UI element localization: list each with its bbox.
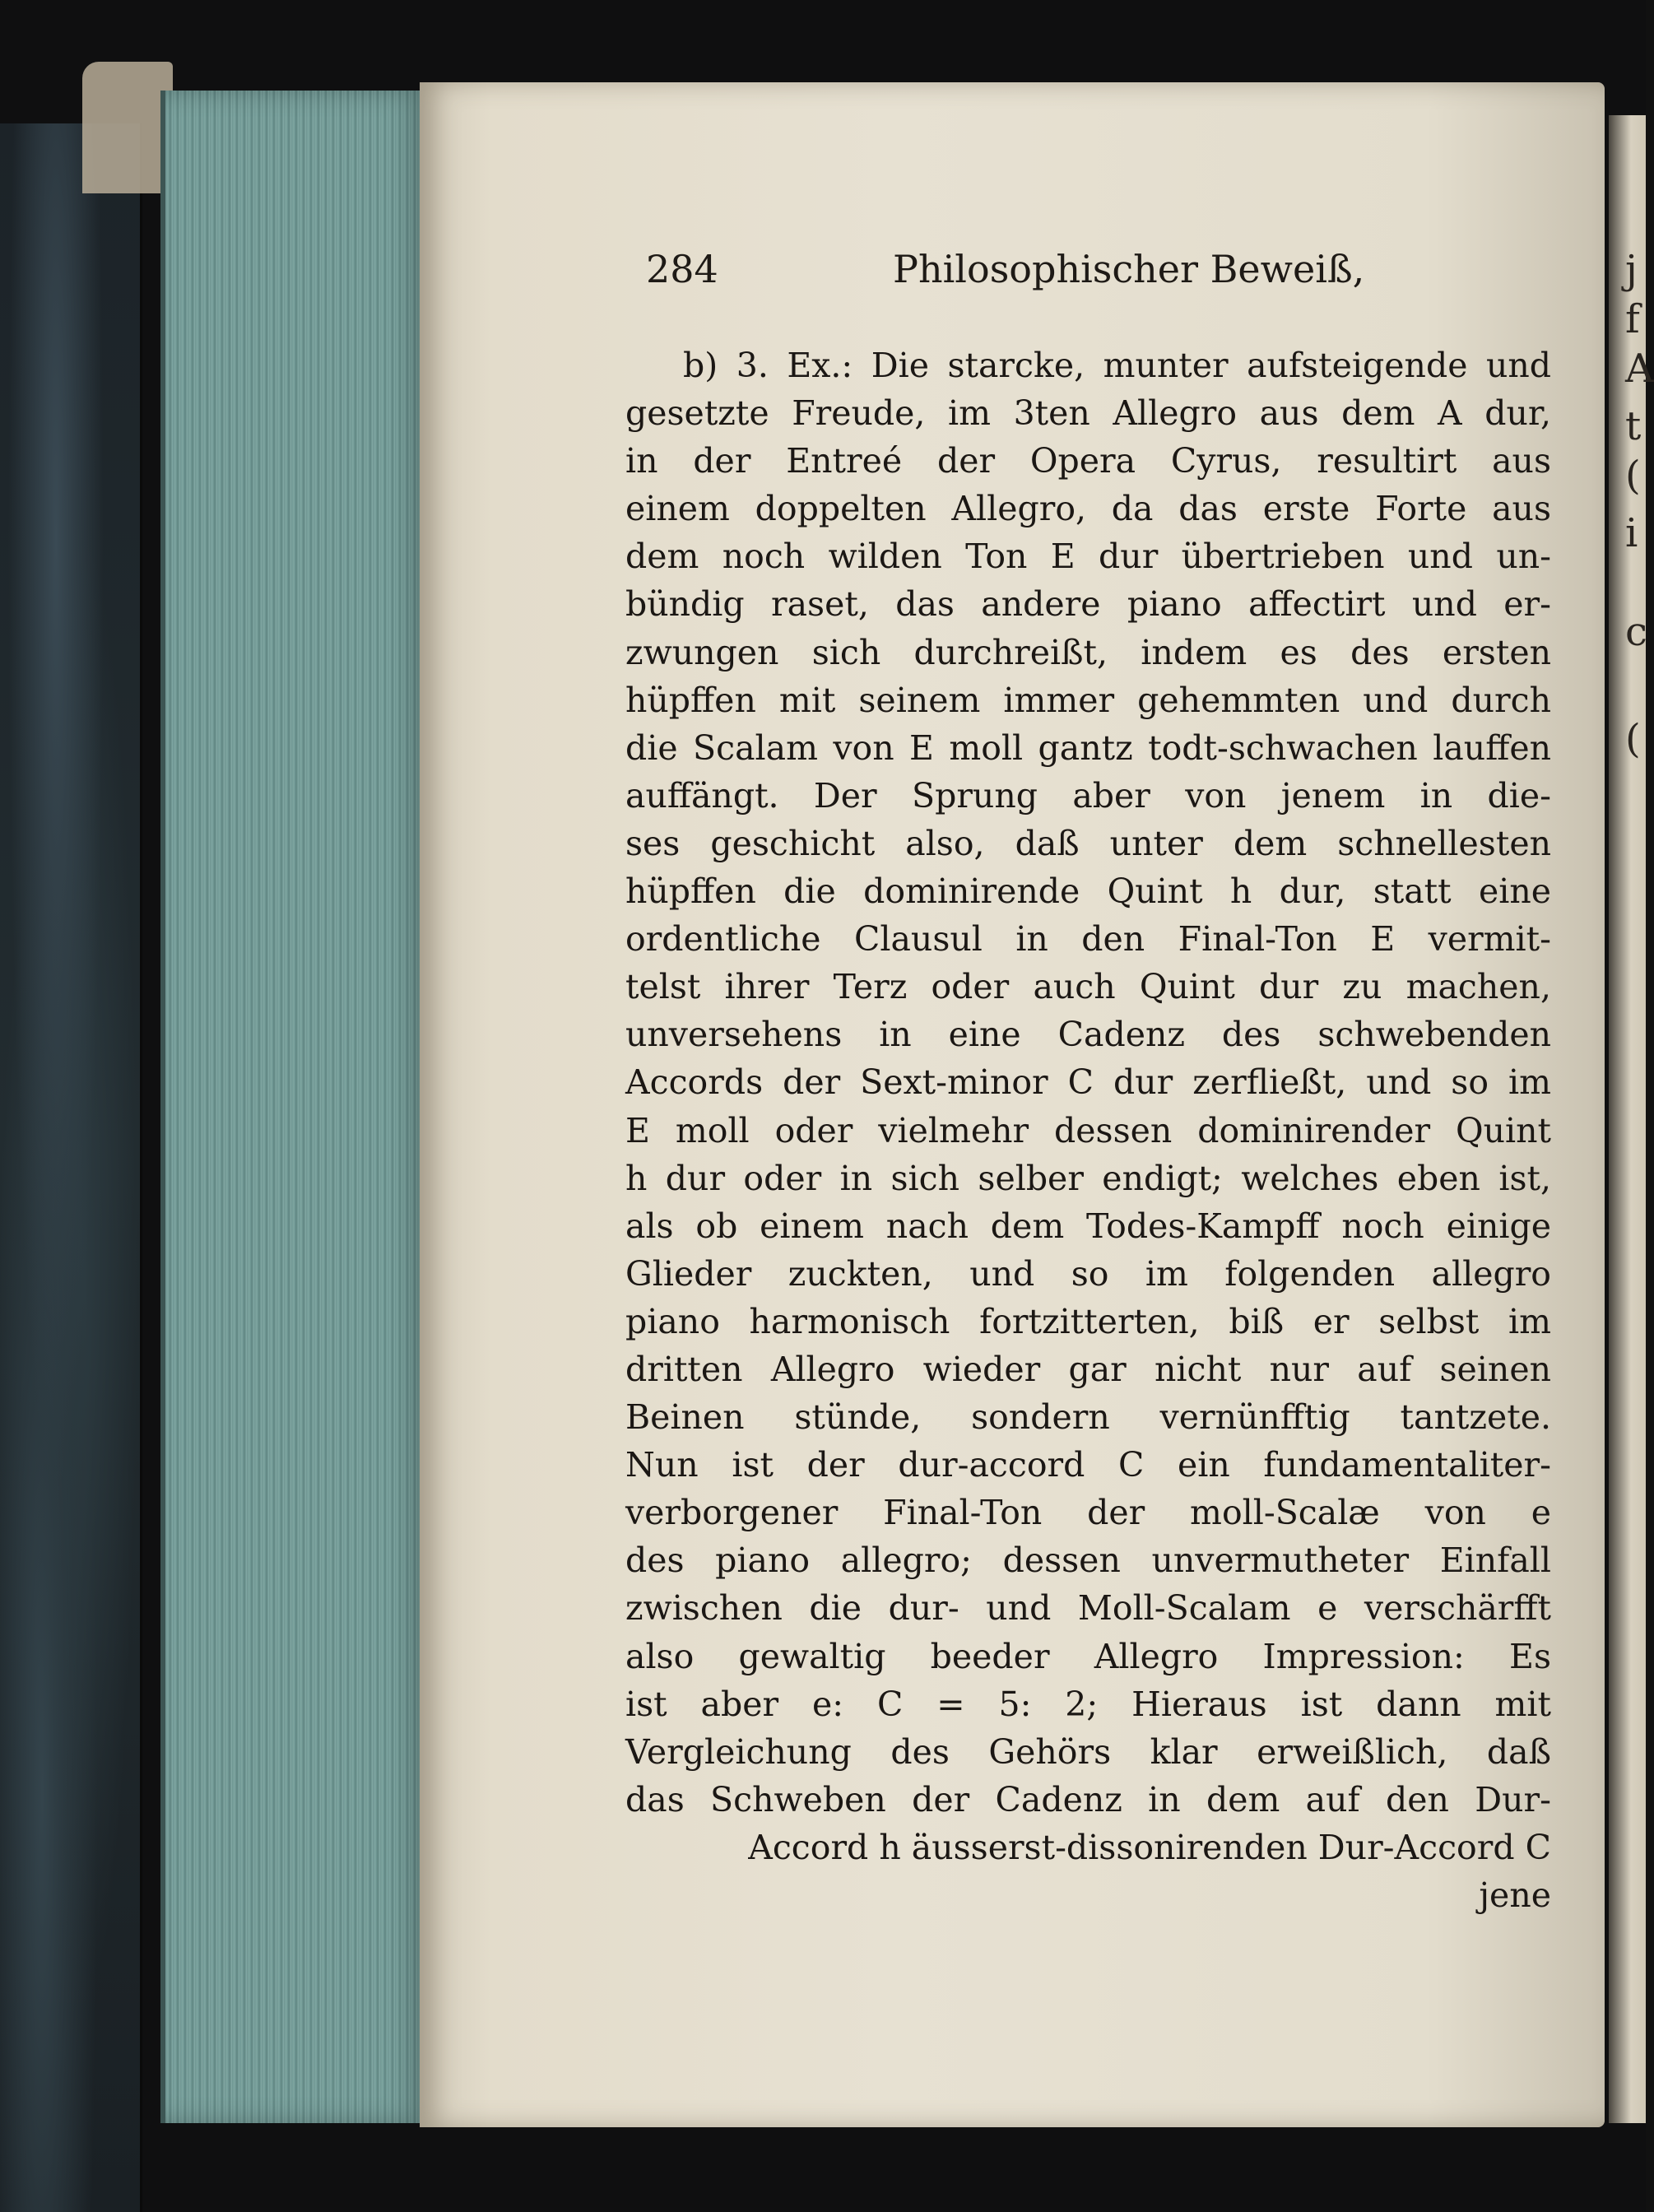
page-block-edges (160, 91, 429, 2123)
text-line: auffängt. Der Sprung aber von jenem in die- (625, 775, 1551, 816)
text-line: verborgener Final-Ton der moll-Scalæ von e (625, 1493, 1551, 1533)
facing-page-letter: A (1625, 346, 1654, 392)
text-line: Accords der Sext-minor C dur zerfließt, und so im (625, 1062, 1551, 1103)
catchword: jene (1479, 1875, 1551, 1915)
text-line: Vergleichung des Gehörs klar erweißlich, daß (625, 1731, 1551, 1772)
facing-page-letter: ( (1625, 716, 1641, 762)
text-line: als ob einem nach dem Todes-Kampff noch einige (625, 1206, 1551, 1246)
marbled-cover (0, 123, 142, 2212)
facing-page-letter: t (1625, 403, 1642, 449)
text-line: zwungen sich durchreißt, indem es des ersten (625, 632, 1551, 672)
text-line: ses geschicht also, daß unter dem schnellesten (625, 823, 1551, 863)
text-line: also gewaltig beeder Allegro Impression: Es (625, 1636, 1551, 1676)
facing-page-letter: j (1625, 247, 1638, 293)
text-line: hüpffen mit seinem immer gehemmten und durch (625, 680, 1551, 720)
text-line: E moll oder vielmehr dessen dominirender Quint (625, 1110, 1551, 1150)
text-line: hüpffen die dominirende Quint h dur, statt eine (625, 871, 1551, 912)
facing-page-letter: f (1625, 296, 1640, 342)
text-line: einem doppelten Allegro, da das erste Forte aus (625, 489, 1551, 529)
text-line: ordentliche Clausul in den Final-Ton E vermit- (625, 919, 1551, 960)
worn-spine-corner (82, 62, 173, 193)
text-line: gesetzte Freude, im 3ten Allegro aus dem A dur, (625, 393, 1551, 434)
text-line: h dur oder in sich selber endigt; welches eben ist, (625, 1158, 1551, 1198)
text-line: b) 3. Ex.: Die starcke, munter aufsteigende und (683, 346, 1551, 385)
text-line: Accord h äusserst-dissonirenden Dur-Accord C (748, 1827, 1551, 1867)
running-header (646, 247, 1364, 291)
text-line: telst ihrer Terz oder auch Quint dur zu machen, (625, 967, 1551, 1007)
text-line: Glieder zuckten, und so im folgenden allegro (625, 1253, 1551, 1294)
text-line: dritten Allegro wieder gar nicht nur auf seinen (625, 1349, 1551, 1389)
text-line: unversehens in eine Cadenz des schwebenden (625, 1015, 1551, 1055)
text-line: die Scalam von E moll gantz todt-schwachen lauffen (625, 727, 1551, 768)
text-line: das Schweben der Cadenz in dem auf den Dur- (625, 1779, 1551, 1819)
facing-page-letter: i (1625, 510, 1638, 556)
text-line: Nun ist der dur-accord C ein fundamentaliter- (625, 1445, 1551, 1485)
text-line: piano harmonisch fortzitterten, biß er selbst im (625, 1301, 1551, 1341)
text-line: Beinen stünde, sondern vernünfftig tantzete. (625, 1397, 1551, 1438)
facing-page-letter: ( (1625, 453, 1641, 499)
text-line: dem noch wilden Ton E dur übertrieben und un- (625, 537, 1551, 577)
running-head-title: Philosophischer Beweiß, (893, 247, 1365, 291)
page-number: 284 (646, 247, 718, 291)
text-line: bündig raset, das andere piano affectirt und er- (625, 584, 1551, 625)
text-line: ist aber e: C = 5: 2; Hieraus ist dann mit (625, 1684, 1551, 1724)
facing-page-edge (1609, 115, 1654, 2123)
text-line: des piano allegro; dessen unvermutheter Einfall (625, 1540, 1551, 1581)
text-line: zwischen die dur- und Moll-Scalam e verschärfft (625, 1588, 1551, 1629)
facing-page-letter: c (1625, 609, 1647, 655)
body-text (625, 342, 1551, 1919)
text-line: in der Entreé der Opera Cyrus, resultirt aus (625, 441, 1551, 481)
